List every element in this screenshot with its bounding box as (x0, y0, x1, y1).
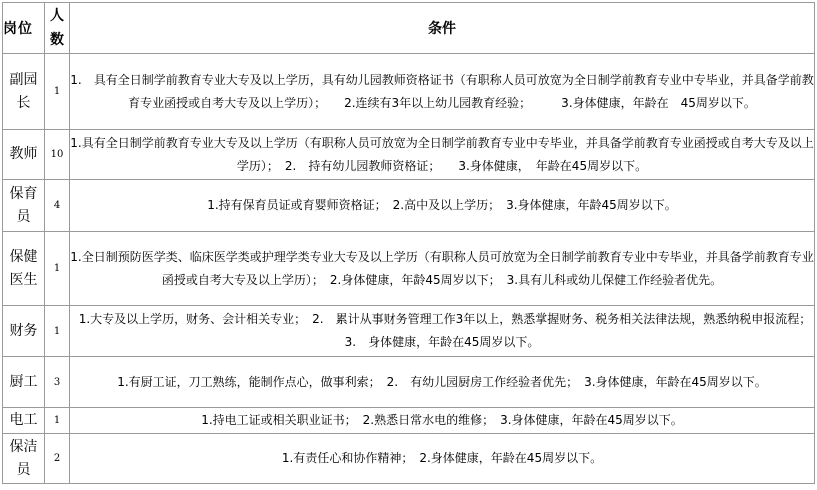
count-cell: 1 (45, 54, 70, 130)
conditions-cell (70, 408, 815, 434)
position-cell: 教师 (3, 130, 45, 180)
header-count: 人数 (45, 3, 70, 54)
header-position: 岗位 (3, 3, 45, 54)
count-cell: 10 (45, 130, 70, 180)
conditions-text: 1. 具有全日制学前教育专业大专及以上学历，具有幼儿园教师资格证书（有职称人员可放宽为全日制学前教育专业中专毕业，并具备学前教育专业函授或自考大专及以上学历）； 2.连续有3年以上幼儿园教育经验； 3.身体健康，年龄在 45周岁以下。 (70, 72, 814, 110)
table-row (3, 54, 815, 130)
position-cell: 保洁员 (3, 434, 45, 484)
conditions-cell (70, 180, 815, 232)
count-cell: 1 (45, 306, 70, 357)
position-cell: 电工 (3, 408, 45, 434)
table-row (3, 306, 815, 357)
position-cell: 保健医生 (3, 232, 45, 306)
conditions-text: 1.具有全日制学前教育专业大专及以上学历（有职称人员可放宽为全日制学前教育专业中专毕业，并具备学前教育专业函授或自考大专及以上学历）； 2. 持有幼儿园教师资格证； 3.身体健康， 年龄在45周岁以下。 (70, 135, 814, 173)
position-cell: 副园长 (3, 54, 45, 130)
table-row (3, 434, 815, 484)
conditions-cell (70, 434, 815, 484)
table-row (3, 408, 815, 434)
conditions-cell (70, 130, 815, 180)
count-cell: 1 (45, 408, 70, 434)
conditions-cell (70, 357, 815, 408)
table-row (3, 180, 815, 232)
conditions-text: 1.持有保育员证或育婴师资格证； 2.高中及以上学历； 3.身体健康，年龄45周岁以下。 (207, 198, 677, 212)
table-row (3, 130, 815, 180)
count-cell: 1 (45, 232, 70, 306)
conditions-text: 1.持电工证或相关职业证书； 2.熟悉日常水电的维修； 3.身体健康，年龄在45周岁以下。 (201, 413, 683, 427)
header-conditions: 条件 (70, 3, 815, 54)
count-cell: 4 (45, 180, 70, 232)
conditions-cell (70, 232, 815, 306)
position-cell: 财务 (3, 306, 45, 357)
conditions-cell (70, 306, 815, 357)
conditions-text: 1.有责任心和协作精神； 2.身体健康，年龄在45周岁以下。 (281, 451, 603, 465)
conditions-text: 1.有厨工证，刀工熟练，能制作点心，做事利索； 2. 有幼儿园厨房工作经验者优先； 3.身体健康，年龄在45周岁以下。 (117, 374, 767, 389)
conditions-text: 1.大专及以上学历，财务、会计相关专业； 2. 累计从事财务管理工作3年以上，熟悉掌握财务、税务相关法律法规，熟悉纳税申报流程； 3. 身体健康，年龄在45周岁以下。 (78, 312, 817, 349)
table-row (3, 357, 815, 408)
position-cell: 厨工 (3, 357, 45, 408)
position-cell: 保育员 (3, 180, 45, 232)
count-cell: 2 (45, 434, 70, 484)
table-row (3, 232, 815, 306)
count-cell: 3 (45, 357, 70, 408)
recruitment-table (2, 2, 815, 484)
header-row (3, 3, 815, 54)
conditions-cell (70, 54, 815, 130)
conditions-text: 1.全日制预防医学类、临床医学类或护理学类专业大专及以上学历（有职称人员可放宽为全日制学前教育专业中专毕业，并具备学前教育专业函授或自考大专及以上学历）； 2.身体健康，年龄45周岁以下； 3.具有儿科或幼儿保健工作经验者优先。 (70, 249, 814, 287)
